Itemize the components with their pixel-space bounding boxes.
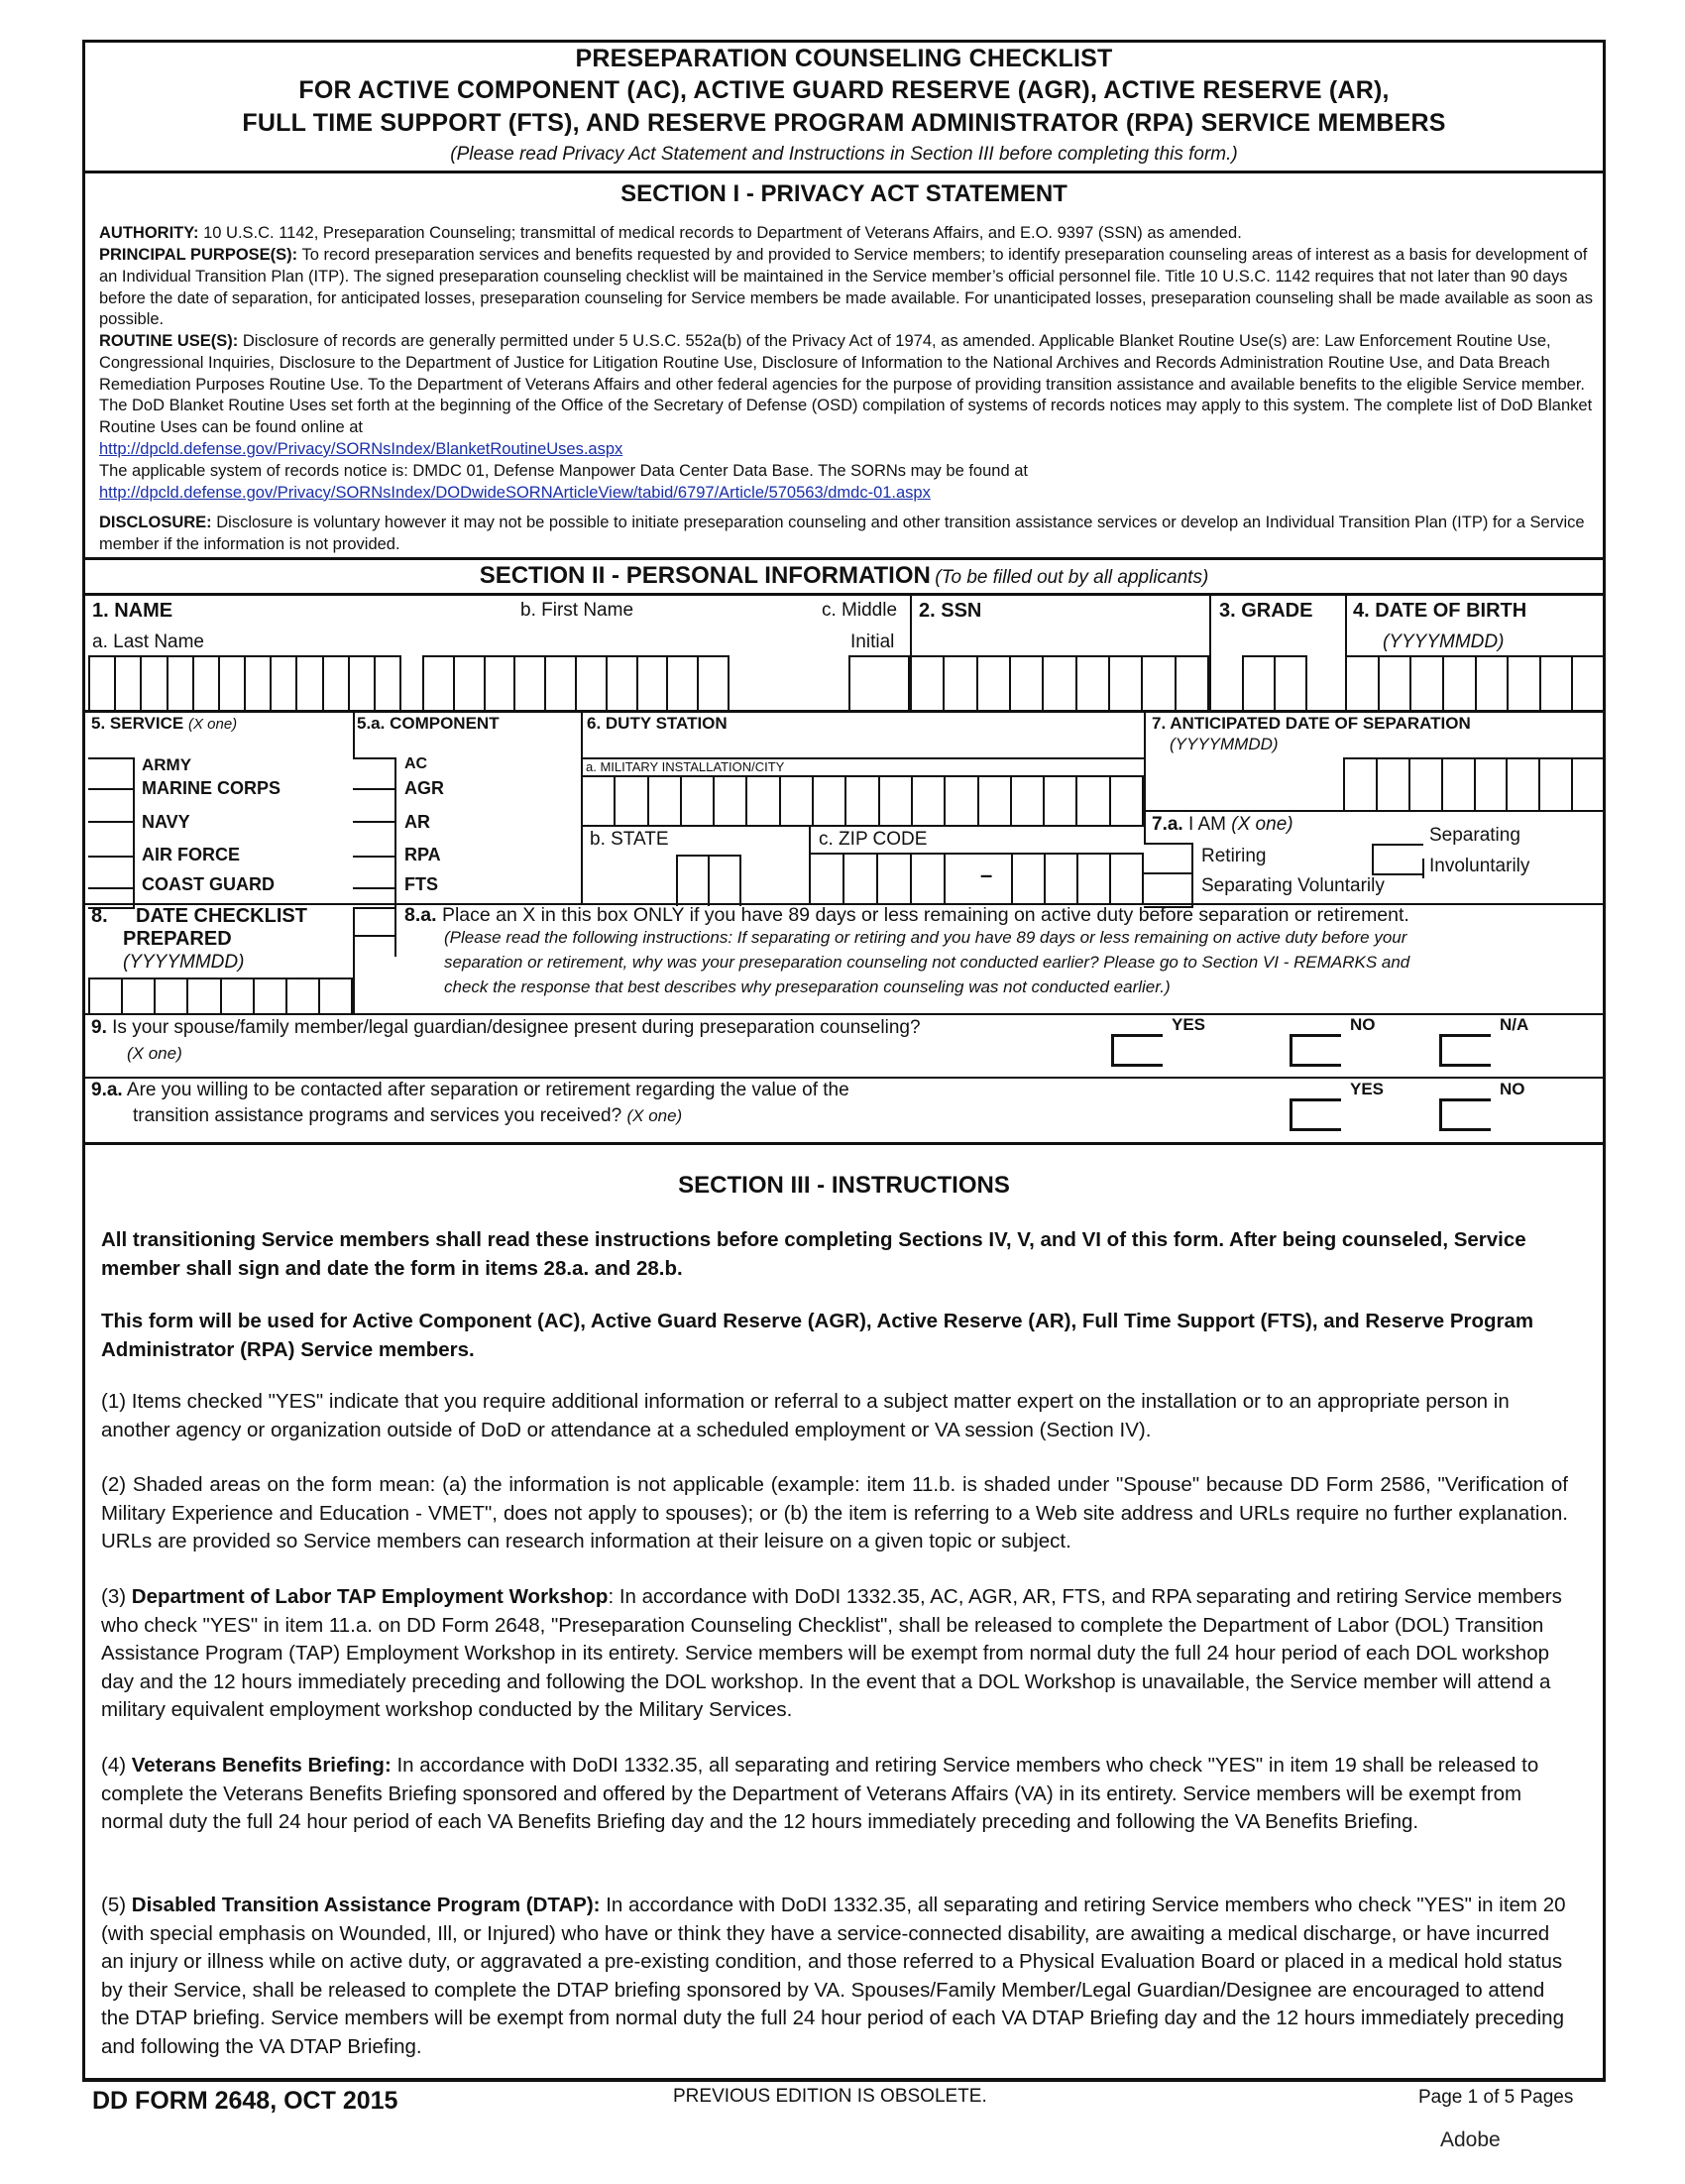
last-name-label: a. Last Name bbox=[92, 632, 204, 652]
i-am-label: I AM bbox=[1182, 814, 1232, 835]
section3-heading: SECTION III - INSTRUCTIONS bbox=[678, 1172, 1010, 1199]
item-9-text: Is your spouse/family member/legal guardian/designee present during preseparation counseling? bbox=[106, 1017, 921, 1038]
section2-heading: SECTION II - PERSONAL INFORMATION bbox=[479, 562, 931, 589]
item-9a-question-2 bbox=[133, 1105, 682, 1127]
item-8a-note-1: (Please read the following instructions: If separating or retiring and you have 89 days or less remaining on active duty before your bbox=[444, 928, 1407, 947]
divider bbox=[1144, 810, 1606, 812]
divider bbox=[809, 825, 811, 853]
privacy-act-purpose bbox=[99, 245, 1596, 331]
divider bbox=[82, 1013, 1606, 1015]
service-hint: (X one) bbox=[187, 716, 238, 733]
middle-initial-label-1: c. Middle bbox=[822, 600, 898, 621]
dob-format: (YYYYMMDD) bbox=[1383, 632, 1505, 652]
item-9-no-label: NO bbox=[1350, 1015, 1376, 1034]
instruction-2-number: (2) bbox=[101, 1473, 127, 1496]
zip-extension-input[interactable] bbox=[1011, 853, 1144, 904]
item-9-no-checkbox[interactable] bbox=[1290, 1034, 1341, 1067]
instruction-3-number: (3) bbox=[101, 1585, 127, 1608]
section1-heading: SECTION I - PRIVACY ACT STATEMENT bbox=[620, 180, 1067, 207]
separating-voluntarily-checkbox[interactable] bbox=[1144, 874, 1191, 904]
form-title-line3: FULL TIME SUPPORT (FTS), AND RESERVE PROGRAM ADMINISTRATOR (RPA) SERVICE MEMBERS bbox=[242, 109, 1446, 137]
page-number: Page 1 of 5 Pages bbox=[1418, 2087, 1574, 2108]
item-9a-hint: (X one) bbox=[626, 1106, 683, 1125]
service-option-coast-guard: COAST GUARD bbox=[142, 874, 275, 894]
separating-involuntarily-label-2: Involuntarily bbox=[1429, 856, 1530, 876]
component-checkbox-ac[interactable] bbox=[353, 757, 396, 790]
item-9-yes-label: YES bbox=[1172, 1015, 1206, 1034]
section2-heading-note: (To be filled out by all applicants) bbox=[935, 567, 1209, 588]
item-9a-text-2: transition assistance programs and services you received? bbox=[133, 1105, 627, 1126]
separating-voluntarily-label: Separating Voluntarily bbox=[1201, 875, 1385, 896]
divider bbox=[82, 1142, 1606, 1145]
sep-date-format: (YYYYMMDD) bbox=[1170, 735, 1279, 753]
component-option-ar: AR bbox=[404, 812, 430, 832]
item-9-na-checkbox[interactable] bbox=[1439, 1034, 1491, 1067]
state-input[interactable] bbox=[676, 855, 741, 906]
instructions-intro-2: This form will be used for Active Component (AC), Active Guard Reserve (AGR), Active Reserve (AR), Full Time Support (FTS), and Reserve Program Administrator (RPA) Service members. bbox=[101, 1310, 1534, 1361]
middle-initial-input[interactable] bbox=[848, 655, 910, 712]
retiring-label: Retiring bbox=[1201, 846, 1267, 866]
service-label-row bbox=[91, 714, 237, 734]
component-option-agr: AGR bbox=[404, 778, 444, 798]
instruction-item-2 bbox=[101, 1471, 1568, 1556]
last-name-input[interactable] bbox=[88, 655, 401, 712]
form-title-line1: PRESEPARATION COUNSELING CHECKLIST bbox=[575, 45, 1113, 72]
i-am-number: 7.a. bbox=[1152, 814, 1183, 835]
item-9a-no-checkbox[interactable] bbox=[1439, 1098, 1491, 1131]
grade-label: 3. GRADE bbox=[1219, 600, 1313, 622]
instruction-5-title: Disabled Transition Assistance Program (DTAP): bbox=[131, 1894, 601, 1916]
ssn-label: 2. SSN bbox=[919, 600, 982, 622]
authority-label: AUTHORITY: bbox=[99, 224, 199, 242]
zip-separator: – bbox=[980, 862, 993, 887]
installation-input[interactable] bbox=[581, 775, 1144, 827]
component-label: 5.a. COMPONENT bbox=[357, 714, 500, 733]
privacy-act-routine-uses bbox=[99, 331, 1596, 504]
duty-station-label: 6. DUTY STATION bbox=[587, 714, 728, 733]
sorn-link[interactable]: http://dpcld.defense.gov/Privacy/SORNsIndex/DODwideSORNArticleView/tabid/6797/Article/570563/dmdc-01.aspx bbox=[99, 483, 931, 502]
disclosure-label: DISCLOSURE: bbox=[99, 514, 212, 531]
service-checkbox-marine-corps[interactable] bbox=[88, 788, 135, 823]
ssn-input[interactable] bbox=[910, 655, 1209, 712]
first-name-label: b. First Name bbox=[520, 600, 634, 621]
authority-text: 10 U.S.C. 1142, Preseparation Counseling; transmittal of medical records to Department of Veterans Affairs, and E.O. 9397 (SSN) as amended. bbox=[198, 224, 1242, 242]
zip-code-label: c. ZIP CODE bbox=[819, 829, 928, 850]
sep-date-input[interactable] bbox=[1343, 757, 1606, 812]
item-9a-question bbox=[91, 1080, 849, 1101]
service-option-marine-corps: MARINE CORPS bbox=[142, 778, 281, 798]
instruction-4-title: Veterans Benefits Briefing: bbox=[131, 1754, 392, 1777]
item-9a-yes-checkbox[interactable] bbox=[1290, 1098, 1341, 1131]
service-checkbox-air-force[interactable] bbox=[88, 858, 135, 889]
service-option-navy: NAVY bbox=[142, 812, 190, 832]
item-9-na-label: N/A bbox=[1500, 1015, 1529, 1034]
service-option-army: ARMY bbox=[142, 755, 192, 774]
item-8a-note-3: check the response that best describes why preseparation counseling was not conducted earlier.) bbox=[444, 977, 1171, 996]
section2-heading-row bbox=[82, 562, 1606, 590]
instruction-5-number: (5) bbox=[101, 1894, 127, 1916]
disclosure-text: Disclosure is voluntary however it may not be possible to initiate preseparation counseling and other transition assistance services or develop an Individual Transition Plan (ITP) for a Service member if the information is not provided. bbox=[99, 514, 1585, 553]
privacy-act-authority bbox=[99, 223, 1596, 245]
date-prepared-label-2: PREPARED bbox=[123, 928, 232, 950]
item-9-question bbox=[91, 1017, 921, 1039]
first-name-input[interactable] bbox=[422, 655, 730, 712]
i-am-hint: (X one) bbox=[1231, 814, 1293, 835]
item-9a-number: 9.a. bbox=[91, 1080, 123, 1100]
divider bbox=[82, 710, 1606, 713]
item-8a-text-row bbox=[404, 904, 1409, 927]
item-9-hint: (X one) bbox=[127, 1044, 182, 1063]
instruction-1-text: Items checked "YES" indicate that you require additional information or referral to a subject matter expert on the installation or to an appropriate person in another agency or organization outside of DoD or attendance at a scheduled employment or VA session (Section IV). bbox=[101, 1390, 1510, 1441]
name-label: 1. NAME bbox=[92, 600, 173, 622]
component-checkbox-ar[interactable] bbox=[353, 823, 396, 858]
middle-initial-label-2: Initial bbox=[850, 632, 895, 652]
grade-input[interactable] bbox=[1242, 655, 1307, 712]
item-8a-checkbox[interactable] bbox=[353, 903, 396, 937]
divider bbox=[1209, 593, 1211, 710]
instruction-item-4 bbox=[101, 1752, 1568, 1837]
component-option-fts: FTS bbox=[404, 874, 438, 894]
item-9a-yes-label: YES bbox=[1350, 1080, 1385, 1098]
dob-input[interactable] bbox=[1345, 655, 1606, 712]
obsolete-notice: PREVIOUS EDITION IS OBSOLETE. bbox=[673, 2086, 987, 2107]
routine-label: ROUTINE USE(S): bbox=[99, 332, 239, 350]
item-9a-text-1: Are you willing to be contacted after separation or retirement regarding the value of the bbox=[122, 1080, 849, 1100]
component-checkbox-rpa[interactable] bbox=[353, 858, 396, 889]
instructions-intro-1: All transitioning Service members shall read these instructions before completing Sections IV, V, and VI of this form. After being counseled, Service member shall sign and date the form in items 28.a. and 28.b. bbox=[101, 1228, 1526, 1280]
installation-label: a. MILITARY INSTALLATION/CITY bbox=[586, 759, 785, 774]
service-option-air-force: AIR FORCE bbox=[142, 845, 240, 864]
item-8a-text: Place an X in this box ONLY if you have 89 days or less remaining on active duty before separation or retirement. bbox=[436, 904, 1409, 926]
zip-code-input[interactable] bbox=[809, 853, 946, 904]
divider bbox=[82, 593, 1606, 596]
instruction-4-number: (4) bbox=[101, 1754, 127, 1777]
divider bbox=[82, 557, 1606, 560]
form-number: DD FORM 2648, OCT 2015 bbox=[92, 2087, 398, 2115]
instruction-4-text: In accordance with DoDI 1332.35, all separating and retiring Service members who check "YES" in item 19 shall be released to complete the Veterans Benefits Briefing sponsored and offered by the Department of Veterans Affairs (VA) in its entirety. Service members will be exempt from normal duty the full 24 hour period of each VA Benefits Briefing day and the 12 hours immediately preceding and following the VA Benefits Briefing. bbox=[101, 1754, 1539, 1833]
instruction-3-title: Department of Labor TAP Employment Workshop bbox=[131, 1585, 609, 1608]
producer-watermark: Adobe bbox=[1440, 2128, 1501, 2151]
form-title-line2: FOR ACTIVE COMPONENT (AC), ACTIVE GUARD RESERVE (AGR), ACTIVE RESERVE (AR), bbox=[298, 76, 1390, 104]
service-checkbox-navy[interactable] bbox=[88, 823, 135, 858]
date-prepared-input[interactable] bbox=[88, 977, 353, 1015]
sep-date-label: 7. ANTICIPATED DATE OF SEPARATION bbox=[1152, 714, 1471, 733]
component-option-ac: AC bbox=[404, 755, 428, 772]
purpose-text: To record preseparation services and benefits requested by and provided to Service members; to identify preseparation counseling areas of interest as a basis for development of an Individual Transition Plan (ITP). The signed preseparation counseling checklist will be maintained in the Service member’s official personnel file. Title 10 U.S.C. 1142 requires that not later than 90 days before the date of separation, for anticipated losses, preseparation counseling for Service members be made available. For unanticipated losses, preseparation counseling shall be made available as soon as possible. bbox=[99, 246, 1593, 329]
date-prepared-format: (YYYYMMDD) bbox=[123, 952, 245, 973]
purpose-label: PRINCIPAL PURPOSE(S): bbox=[99, 246, 298, 264]
divider bbox=[581, 825, 1144, 827]
blanket-routine-uses-link[interactable]: http://dpcld.defense.gov/Privacy/SORNsIndex/BlanketRoutineUses.aspx bbox=[99, 439, 623, 458]
instruction-3-text: : In accordance with DoDI 1332.35, AC, AGR, AR, FTS, and RPA separating and retiring Service members who check "YES" in item 11.a. on DD Form 2648, "Preseparation Counseling Checklist", shall be released to complete the Department of Labor (DOL) Transition Assistance Program (TAP) Employment Workshop in its entirety. Service members will be exempt from normal duty the full 24 hour period of each DOL workshop day and the 12 hours immediately preceding and following the DOL workshop. In the event that a DOL Workshop is unavailable, the Service member will attend a military equivalent employment workshop conducted by the Military Services. bbox=[101, 1585, 1562, 1721]
dob-label: 4. DATE OF BIRTH bbox=[1353, 600, 1527, 622]
sorn-text: The applicable system of records notice is: DMDC 01, Defense Manpower Data Center Data Base. The SORNs may be found at bbox=[99, 461, 1028, 480]
divider bbox=[82, 171, 1606, 173]
divider bbox=[1422, 859, 1424, 878]
instruction-2-text: Shaded areas on the form mean: (a) the information is not applicable (example: item 11.b. is shaded under "Spouse" because DD Form 2586, "Verification of Military Experience and Education - VMET", does not apply to spouses); or (b) the item is referring to a Web site address and URLs require no further explanation. URLs are provided so Service members can research information at their leisure on a given topic or subject. bbox=[101, 1473, 1568, 1552]
service-checkbox-army[interactable] bbox=[88, 757, 135, 790]
instruction-1-number: (1) bbox=[101, 1390, 127, 1413]
i-am-label-row bbox=[1152, 814, 1293, 836]
retiring-checkbox[interactable] bbox=[1144, 843, 1191, 874]
item-8a-number: 8.a. bbox=[404, 904, 437, 926]
instruction-item-5 bbox=[101, 1892, 1568, 2061]
form-subtitle: (Please read Privacy Act Statement and Instructions in Section III before completing this form.) bbox=[450, 144, 1238, 165]
item-9-number: 9. bbox=[91, 1017, 107, 1038]
item-9-yes-checkbox[interactable] bbox=[1111, 1034, 1163, 1067]
date-prepared-label-number: 8. bbox=[91, 905, 108, 927]
date-prepared-label-1: DATE CHECKLIST bbox=[136, 905, 307, 927]
item-8a-note-2: separation or retirement, why was your preseparation counseling not conducted earlier? Please go to Section VI - REMARKS and bbox=[444, 953, 1410, 972]
separating-involuntarily-label-1: Separating bbox=[1429, 825, 1520, 846]
instruction-item-1 bbox=[101, 1388, 1568, 1444]
separating-involuntarily-checkbox[interactable] bbox=[1372, 844, 1423, 875]
component-option-rpa: RPA bbox=[404, 845, 441, 864]
instruction-item-3 bbox=[101, 1583, 1568, 1725]
service-label: 5. SERVICE bbox=[91, 714, 184, 733]
privacy-act-disclosure bbox=[99, 513, 1596, 556]
routine-text: Disclosure of records are generally permitted under 5 U.S.C. 552a(b) of the Privacy Act of 1974, as amended. Applicable Blanket Routine Use(s) are: Law Enforcement Routine Use, Congressional Inquiries, Disclosure to the Department of Justice for Litigation Routine Use, Disclosure of Information to the National Archives and Records Administration Routine Use, and Data Breach Remediation Purposes Routine Use. To the Department of Veterans Affairs and other federal agencies for the purpose of providing transition assistance and available benefits to the eligible Service member. The DoD Blanket Routine Uses set forth at the beginning of the Office of the Secretary of Defense (OSD) compilation of systems of records notices may apply to this system. The complete list of DoD Blanket Routine Uses can be found online at bbox=[99, 332, 1593, 437]
component-checkbox-agr[interactable] bbox=[353, 788, 396, 823]
divider bbox=[394, 937, 396, 957]
instruction-5-text: In accordance with DoDI 1332.35, all separating and retiring Service members who check "YES" in item 20 (with special emphasis on Wounded, Ill, or Injured) who have or think they have a service-connected disability, are awaiting a medical discharge, or have incurred an injury or illness while on active duty, or aggravated a pre-existing condition, and those referred to a Physical Evaluation Board or placed in a medical hold status by their Service, shall be released to complete the DTAP briefing sponsored by VA. Spouses/Family Member/Legal Guardian/Designee are encouraged to attend the DTAP briefing. Service members will be exempt from normal duty the full 24 hour period of each VA DTAP Briefing day and the 12 hours immediately preceding and following the VA DTAP Briefing. bbox=[101, 1894, 1566, 2058]
divider bbox=[82, 1077, 1606, 1079]
item-9a-no-label: NO bbox=[1500, 1080, 1525, 1098]
divider bbox=[82, 2078, 1606, 2082]
state-label: b. STATE bbox=[590, 829, 669, 850]
